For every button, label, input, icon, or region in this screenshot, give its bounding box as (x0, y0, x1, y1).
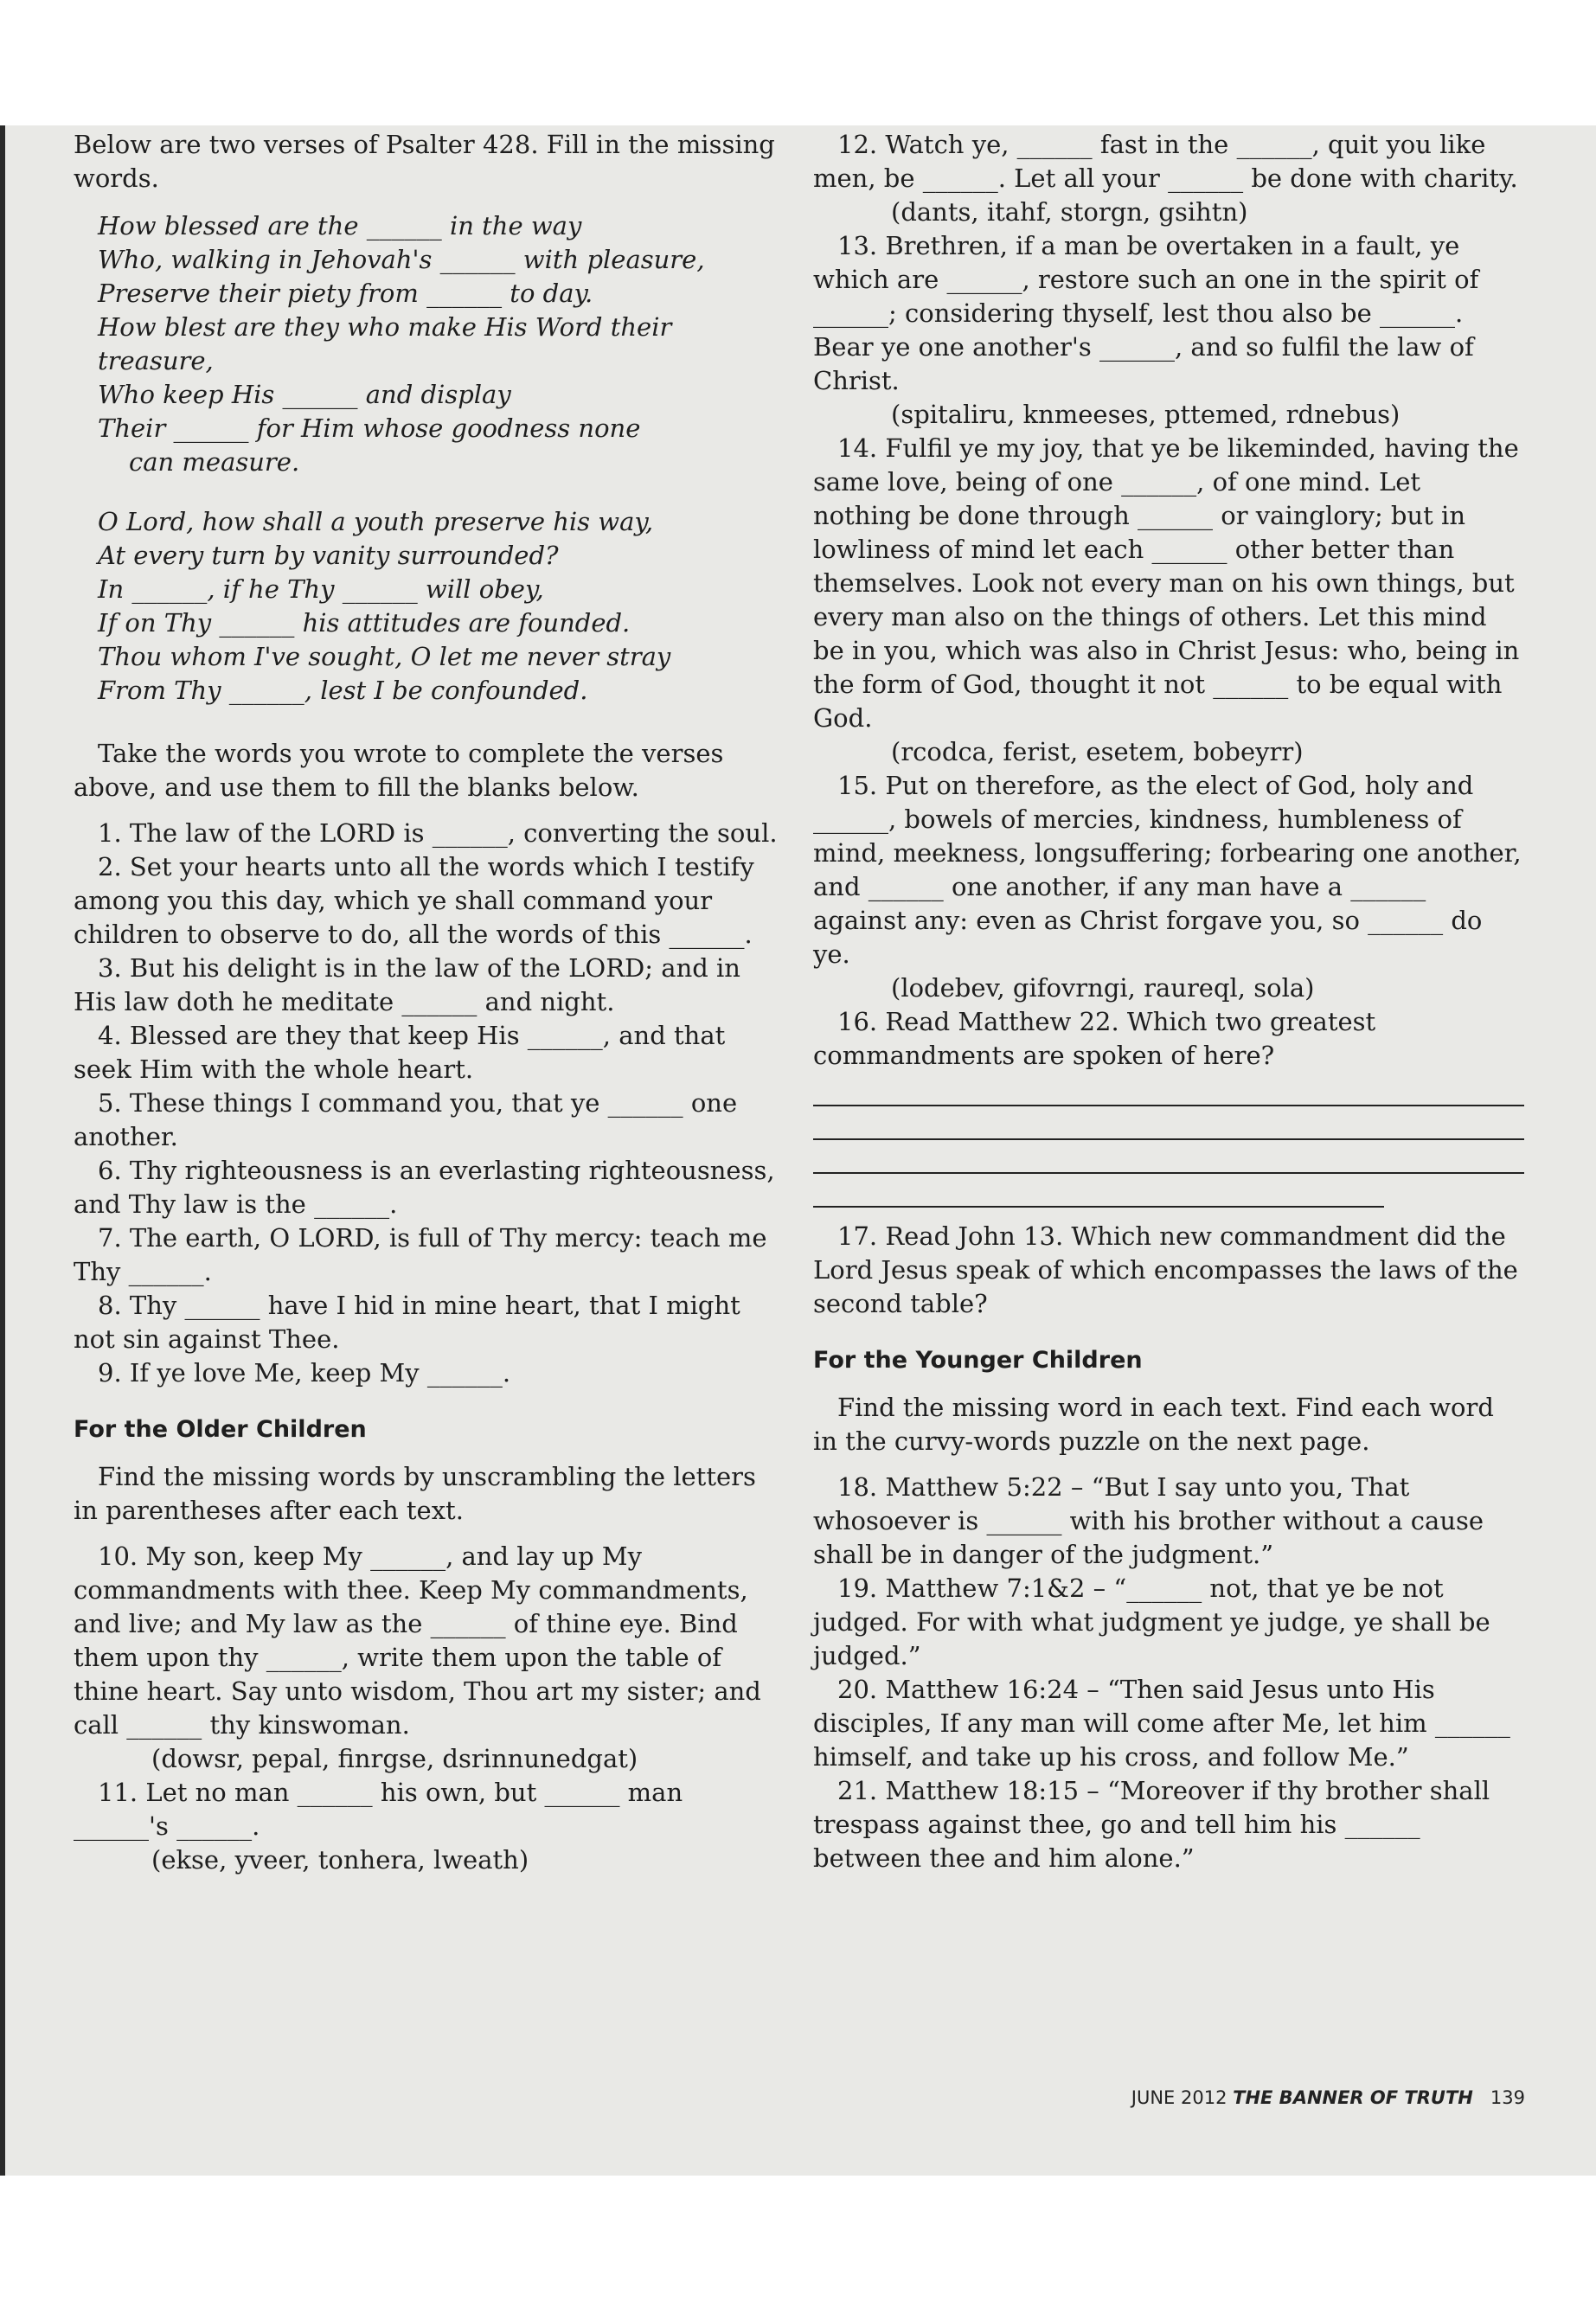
question-2: 2. Set your hearts unto all the words which I testify among you this day, which ye shall command your children to observe to do, all the words of this ______. (74, 852, 754, 949)
page-edge-shadow (0, 125, 5, 2176)
verse-line: Thou whom I've sought, O let me never stray (98, 642, 671, 671)
verse-line: O Lord, how shall a youth preserve his way, (98, 507, 654, 536)
verse-line: Their ______ for Him whose goodness none (98, 413, 641, 443)
question-19: 19. Matthew 7:1&2 – “______ not, that ye be not judged. For with what judgment ye judge, ye shall be judged.” (813, 1574, 1490, 1670)
right-column (813, 128, 1524, 1875)
verse-line: If on Thy ______ his attitudes are founded. (98, 608, 631, 638)
verse-line: From Thy ______, lest I be confounded. (98, 676, 588, 705)
question-1: 1. The law of the LORD is ______, converting the soul. (98, 818, 778, 848)
question-5: 5. These things I command you, that ye ______ one another. (74, 1088, 738, 1151)
answer-line (813, 1106, 1524, 1140)
scramble-hint-11: (ekse, yveer, tonhera, lweath) (151, 1845, 529, 1875)
answer-line (813, 1073, 1524, 1106)
older-children-intro: Find the missing words by unscrambling the letters in parentheses after each text. (74, 1462, 756, 1525)
verse-line: At every turn by vanity surrounded? (98, 541, 559, 570)
question-11: 11. Let no man ______ his own, but ______ man ______'s ______. (74, 1778, 683, 1841)
question-4: 4. Blessed are they that keep His ______, and that seek Him with the whole heart. (74, 1021, 726, 1084)
footer-publication: THE BANNER OF TRUTH (1233, 2087, 1473, 2108)
verse-line: Who, walking in Jehovah's ______ with pleasure, (98, 245, 705, 274)
psalter-verse-1 (98, 209, 785, 479)
question-9: 9. If ye love Me, keep My ______. (98, 1358, 511, 1388)
question-13: 13. Brethren, if a man be overtaken in a fault, ye which are ______, restore such an one in the spirit of ______; considering thyself, lest thou also be ______. Bear ye one another's ______, and so fulfil the law of Christ. (813, 231, 1479, 395)
younger-children-intro: Find the missing word in each text. Find each word in the curvy-words puzzle on the next page. (813, 1393, 1494, 1456)
scramble-hint-13: (spitaliru, knmeeses, pttemed, rdnebus) (891, 400, 1401, 429)
question-17: 17. Read John 13. Which new commandment did the Lord Jesus speak of which encompasses the laws of the second table? (813, 1221, 1518, 1318)
scramble-hint-15: (lodebev, gifovrngi, raureql, sola) (891, 973, 1315, 1003)
page-footer (1131, 2087, 1525, 2108)
instructions: Take the words you wrote to complete the verses above, and use them to fill the blanks below. (74, 739, 724, 802)
question-7: 7. The earth, O LORD, is full of Thy mercy: teach me Thy ______. (74, 1223, 767, 1286)
question-3: 3. But his delight is in the law of the LORD; and in His law doth he meditate ______ and night. (74, 953, 740, 1016)
scramble-hint-12: (dants, itahf, storgn, gsihtn) (891, 197, 1248, 227)
question-14: 14. Fulfil ye my joy, that ye be likeminded, having the same love, being of one ______, of one mind. Let nothing be done through ______ or vainglory; but in lowliness of mind let each ______ other better than themselves. Look not every man on his own things, but every man also on the things of others. Let this mind be in you, which was also in Christ Jesus: who, being in the form of God, thought it not ______ to be equal with God. (813, 433, 1520, 733)
question-15: 15. Put on therefore, as the elect of God, holy and ______, bowels of mercies, kindness, humbleness of mind, meekness, longsuffering; forbearing one another, and ______ one another, if any man have a ______ against any: even as Christ forgave you, so ______ do ye. (813, 771, 1522, 969)
question-21: 21. Matthew 18:15 – “Moreover if thy brother shall trespass against thee, go and tell him his ______ between thee and him alone.” (813, 1776, 1490, 1873)
question-20: 20. Matthew 16:24 – “Then said Jesus unto His disciples, If any man will come after Me, let him ______ himself, and take up his cross, and follow Me.” (813, 1675, 1510, 1772)
psalter-intro: Below are two verses of Psalter 428. Fill in the missing words. (74, 130, 775, 193)
verse-line: How blessed are the ______ in the way (98, 211, 582, 240)
question-8: 8. Thy ______ have I hid in mine heart, that I might not sin against Thee. (74, 1291, 740, 1354)
answer-line (813, 1140, 1524, 1174)
question-6: 6. Thy righteousness is an everlasting righteousness, and Thy law is the ______. (74, 1156, 775, 1219)
scramble-hint-14: (rcodca, ferist, esetem, bobeyrr) (891, 737, 1304, 766)
question-16: 16. Read Matthew 22. Which two greatest commandments are spoken of here? (813, 1007, 1376, 1070)
verse-line: In ______, if he Thy ______ will obey, (98, 574, 544, 604)
question-18: 18. Matthew 5:22 – “But I say unto you, That whosoever is ______ with his brother without a cause shall be in danger of the judgment.” (813, 1472, 1484, 1569)
verse-line: How blest are they who make His Word their treasure, (98, 312, 672, 375)
verse-line: can measure. (129, 447, 300, 477)
footer-date: JUNE 2012 (1131, 2087, 1227, 2108)
left-column (74, 128, 785, 1877)
scramble-hint-10: (dowsr, pepal, finrgse, dsrinnunedgat) (151, 1744, 638, 1773)
footer-page-number: 139 (1490, 2087, 1525, 2108)
question-12: 12. Watch ye, ______ fast in the ______, quit you like men, be ______. Let all your ______ be done with charity. (813, 130, 1518, 193)
verse-line: Who keep His ______ and display (98, 380, 511, 409)
answer-line (813, 1174, 1384, 1208)
psalter-verse-2 (98, 505, 785, 708)
question-10: 10. My son, keep My ______, and lay up My commandments with thee. Keep My commandments, and live; and My law as the ______ of thine eye. Bind them upon thy ______, write them upon the table of thine heart. Say unto wisdom, Thou art my sister; and call ______ thy kinswoman. (74, 1541, 761, 1740)
younger-children-heading: For the Younger Children (813, 1347, 1143, 1374)
older-children-heading: For the Older Children (74, 1416, 367, 1443)
verse-line: Preserve their piety from ______ to day. (98, 279, 593, 308)
